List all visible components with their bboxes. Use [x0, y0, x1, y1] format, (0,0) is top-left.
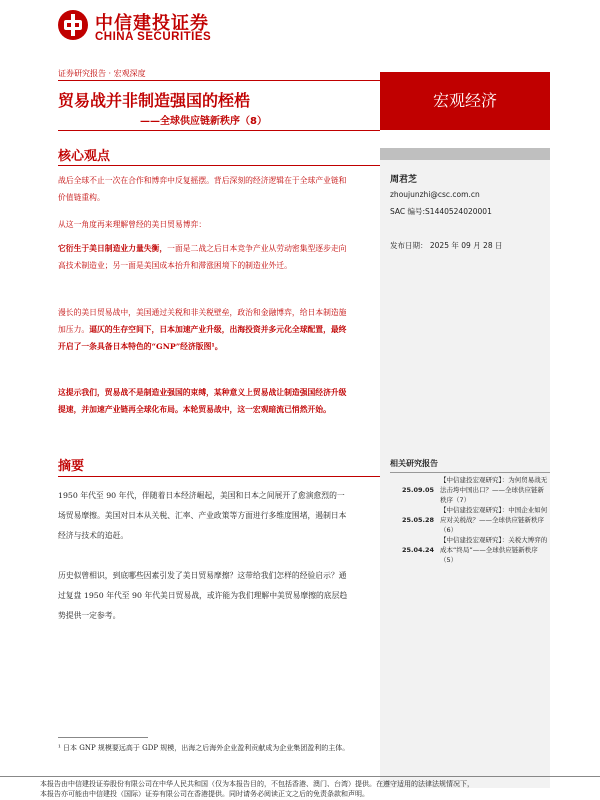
report-type: 证券研究报告 · 宏观深度: [58, 69, 146, 78]
sidebar-header-bar: [380, 148, 550, 160]
analyst-name: 周君芝: [390, 175, 418, 185]
core-paragraph-3-bold: 它衍生于美日制造业力量失衡，: [58, 244, 168, 253]
divider: [58, 80, 380, 81]
company-name-cn: 中信建投证券: [95, 13, 209, 34]
core-paragraph-5: 这提示我们，贸易战不是制造业强国的束缚，某种意义上贸易战让制造强国经济升级提速，并加速产业链再全球化布局。本轮贸易战中，这一宏观暗流已悄然开始。: [58, 388, 347, 414]
related-report-date: 25.04.24: [402, 546, 435, 554]
company-name-en: CHINA SECURITIES: [95, 31, 212, 43]
core-paragraph-1: 战后全球不止一次在合作和博弈中反复摇摆。背后深刻的经济逻辑在于全球产业链和价值链重构。: [58, 176, 347, 202]
related-report-title: 【中信建投宏观研究】：关税大博弈的成本“终局”——全球供应链新秩序（5）: [440, 536, 548, 564]
core-paragraph-4: [58, 304, 350, 355]
divider: [58, 165, 380, 166]
analyst-email[interactable]: zhoujunzhi@csc.com.cn: [390, 190, 480, 199]
page-title: 贸易战并非制造强国的桎梏: [58, 91, 251, 110]
related-reports-heading: 相关研究报告: [390, 459, 438, 468]
footer-divider: [0, 776, 600, 777]
core-paragraph-3-rest: 一面是二战之后日本竞争产业从劳动密集型逐步走向高技术制造业；另一面是美国成本抬升和滞涨困境下的制造业外迁。: [58, 244, 347, 270]
divider: [390, 472, 550, 473]
footnote-divider: [58, 737, 148, 738]
summary-paragraph-1: 1950 年代至 90 年代，伴随着日本经济崛起，美国和日本之间展开了愈演愈烈的一场贸易摩擦。美国对日本从关税、汇率、产业政策等方面进行多维度围堵，遏制日本经济与技术的追赶。: [58, 491, 347, 540]
company-logo-icon: [58, 10, 88, 40]
core-paragraph-4-normal: 漫长的美日贸易战中，美国通过关税和非关税壁垒，政治和金融博弈，给日本制造施加压力。: [58, 308, 347, 334]
category-label: 宏观经济: [432, 91, 497, 110]
page-subtitle: ——全球供应链新秩序（8）: [140, 116, 267, 127]
divider: [58, 130, 380, 131]
category-banner: [380, 72, 550, 130]
related-report-date: 25.05.28: [402, 516, 435, 524]
related-report-date: 25.09.05: [402, 486, 435, 494]
footnote: ¹ 日本 GNP 规模要远高于 GDP 规模，出海之后海外企业盈利贡献成为企业集团盈利的主体。: [58, 744, 350, 752]
disclaimer-line-2: 本报告亦可能由中信建投（国际）证券有限公司在香港提供。同时请务必阅读正文之后的免责条款和声明。: [40, 790, 369, 798]
summary-paragraph-2: 历史似曾相识，到底哪些因素引发了美日贸易摩擦？这带给我们怎样的经验启示？通过复盘 1950 年代至 90 年代美日贸易战，或许能为我们理解中美贸易摩擦的底层趋势提供一定参考。: [58, 571, 348, 620]
core-viewpoints-heading: 核心观点: [58, 149, 111, 164]
disclaimer: [40, 779, 600, 799]
disclaimer-line-1: 本报告由中信建投证券股份有限公司在中华人民共和国（仅为本报告目的，不包括香港、澳门、台湾）提供。在遵守适用的法律法规情况下，: [40, 780, 474, 788]
publish-date: 发布日期： 2025 年 09 月 28 日: [390, 241, 503, 250]
divider: [58, 476, 380, 477]
analyst-sac: SAC 编号:S1440524020001: [390, 207, 492, 216]
core-paragraph-3: [58, 240, 350, 274]
summary-heading: 摘要: [58, 459, 85, 474]
core-paragraph-4-bold: 逼仄的生存空间下，日本加速产业升级，出海投资并多元化全球配置，最终开启了一条具备日本特色的“GNP”经济版图¹。: [58, 325, 347, 351]
core-paragraph-2: 从这一角度再来理解曾经的美日贸易博弈：: [58, 220, 207, 229]
related-report-title: 【中信建投宏观研究】：中国企业如何应对关税战？——全球供应链新秩序（6）: [440, 506, 548, 534]
related-report-title: 【中信建投宏观研究】：为何贸易战无法击垮中国出口？——全球供应链新秩序（7）: [440, 476, 548, 504]
